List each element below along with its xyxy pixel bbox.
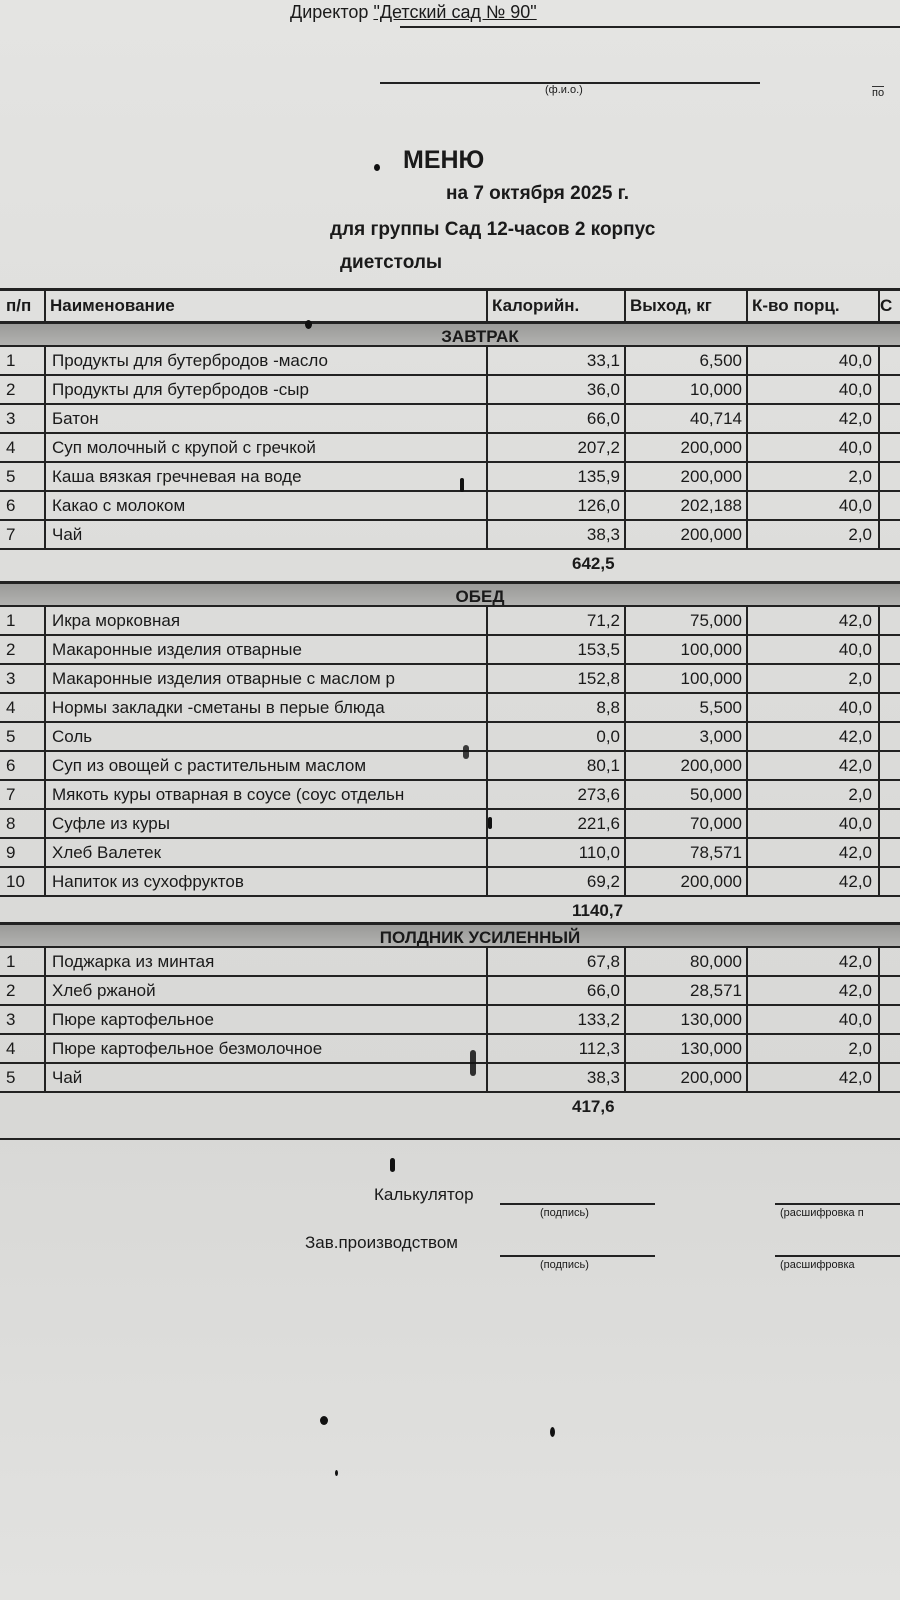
portions-value: 40,0 — [748, 434, 880, 461]
portions-value: 40,0 — [748, 810, 880, 837]
dish-name: Продукты для бутербродов -масло — [46, 347, 488, 374]
portions-value: 40,0 — [748, 636, 880, 663]
portions-value: 42,0 — [748, 839, 880, 866]
portions-value: 40,0 — [748, 347, 880, 374]
extra-cell — [880, 405, 900, 432]
table-row — [0, 347, 900, 376]
extra-cell — [880, 1006, 900, 1033]
ink-spot — [390, 1158, 395, 1172]
row-number: 7 — [0, 781, 46, 808]
table-row — [0, 694, 900, 723]
section-title: ОБЕД — [0, 581, 900, 607]
dish-name: Икра морковная — [46, 607, 488, 634]
calculator-signature-caption: (подпись) — [540, 1207, 589, 1219]
extra-cell — [880, 723, 900, 750]
column-header-extra: С — [880, 296, 893, 315]
portions-value: 42,0 — [748, 948, 880, 975]
section-breakfast — [0, 321, 900, 580]
output-value: 202,188 — [626, 492, 748, 519]
extra-cell — [880, 752, 900, 779]
table-row — [0, 607, 900, 636]
dish-name: Пюре картофельное безмолочное — [46, 1035, 488, 1062]
row-number: 4 — [0, 1035, 46, 1062]
output-value: 40,714 — [626, 405, 748, 432]
section-title: ЗАВТРАК — [0, 321, 900, 347]
ink-spot — [550, 1427, 555, 1437]
dish-name: Напиток из сухофруктов — [46, 868, 488, 895]
director-label: Директор — [290, 2, 369, 22]
portions-value: 2,0 — [748, 463, 880, 490]
portions-value: 2,0 — [748, 781, 880, 808]
ink-spot — [335, 1470, 338, 1476]
output-value: 100,000 — [626, 665, 748, 692]
table-row — [0, 1035, 900, 1064]
extra-cell — [880, 376, 900, 403]
output-value: 200,000 — [626, 434, 748, 461]
table-row — [0, 492, 900, 521]
row-number: 2 — [0, 636, 46, 663]
section-total-calories: 417,6 — [572, 1097, 615, 1116]
output-value: 3,000 — [626, 723, 748, 750]
table-row — [0, 868, 900, 897]
dish-name: Нормы закладки -сметаны в перые блюда — [46, 694, 488, 721]
portions-value: 42,0 — [748, 868, 880, 895]
output-value: 6,500 — [626, 347, 748, 374]
ink-spot — [305, 320, 312, 329]
calories-value: 133,2 — [488, 1006, 626, 1033]
ink-spot — [470, 1050, 476, 1076]
organization-name: "Детский сад № 90" — [373, 2, 537, 22]
table-row — [0, 977, 900, 1006]
table-row — [0, 723, 900, 752]
output-value: 75,000 — [626, 607, 748, 634]
portions-value: 42,0 — [748, 723, 880, 750]
output-value: 200,000 — [626, 1064, 748, 1091]
portions-value: 40,0 — [748, 694, 880, 721]
calories-value: 207,2 — [488, 434, 626, 461]
signature-caption-partial: по — [872, 87, 885, 99]
portions-value: 42,0 — [748, 405, 880, 432]
output-value: 5,500 — [626, 694, 748, 721]
output-value: 200,000 — [626, 752, 748, 779]
calculator-decode-line[interactable] — [775, 1203, 900, 1205]
portions-value: 42,0 — [748, 977, 880, 1004]
menu-subgroup: диетстолы — [340, 252, 443, 273]
row-number: 2 — [0, 376, 46, 403]
table-row — [0, 752, 900, 781]
row-number: 6 — [0, 752, 46, 779]
output-value: 100,000 — [626, 636, 748, 663]
dish-name: Продукты для бутербродов -сыр — [46, 376, 488, 403]
calories-value: 38,3 — [488, 1064, 626, 1091]
calories-value: 110,0 — [488, 839, 626, 866]
output-value: 28,571 — [626, 977, 748, 1004]
dish-name: Макаронные изделия отварные с маслом р — [46, 665, 488, 692]
dish-name: Суп молочный с крупой с гречкой — [46, 434, 488, 461]
extra-cell — [880, 839, 900, 866]
extra-cell — [880, 463, 900, 490]
row-number: 8 — [0, 810, 46, 837]
row-number: 6 — [0, 492, 46, 519]
output-value: 130,000 — [626, 1035, 748, 1062]
column-header-num: п/п — [0, 291, 46, 321]
dish-name: Пюре картофельное — [46, 1006, 488, 1033]
extra-cell — [880, 434, 900, 461]
row-number: 3 — [0, 665, 46, 692]
calculator-decode-caption: (расшифровка п — [780, 1207, 864, 1219]
extra-cell — [880, 868, 900, 895]
table-header-row — [0, 288, 900, 323]
manager-signature-caption: (подпись) — [540, 1259, 589, 1271]
row-number: 10 — [0, 868, 46, 895]
table-row — [0, 1006, 900, 1035]
dish-name: Каша вязкая гречневая на воде — [46, 463, 488, 490]
dish-name: Какао с молоком — [46, 492, 488, 519]
extra-cell — [880, 636, 900, 663]
table-row — [0, 463, 900, 492]
menu-group: для группы Сад 12-часов 2 корпус — [330, 219, 656, 240]
section-total-calories: 642,5 — [572, 554, 615, 573]
manager-decode-line[interactable] — [775, 1255, 900, 1257]
extra-cell — [880, 607, 900, 634]
calories-value: 0,0 — [488, 723, 626, 750]
calories-value: 33,1 — [488, 347, 626, 374]
calories-value: 153,5 — [488, 636, 626, 663]
output-value: 70,000 — [626, 810, 748, 837]
table-bottom-line — [0, 1138, 900, 1140]
row-number: 4 — [0, 434, 46, 461]
table-row — [0, 405, 900, 434]
calories-value: 273,6 — [488, 781, 626, 808]
output-value: 80,000 — [626, 948, 748, 975]
dish-name: Батон — [46, 405, 488, 432]
row-number: 5 — [0, 723, 46, 750]
row-number: 7 — [0, 521, 46, 548]
column-header-output: Выход, кг — [626, 291, 748, 321]
row-number: 9 — [0, 839, 46, 866]
portions-value: 2,0 — [748, 521, 880, 548]
table-row — [0, 636, 900, 665]
extra-cell — [880, 492, 900, 519]
section-title: ПОЛДНИК УСИЛЕННЫЙ — [0, 922, 900, 948]
calories-value: 221,6 — [488, 810, 626, 837]
calories-value: 66,0 — [488, 405, 626, 432]
director-underline — [400, 26, 900, 28]
table-row — [0, 810, 900, 839]
dish-name: Поджарка из минтая — [46, 948, 488, 975]
table-row — [0, 665, 900, 694]
table-row — [0, 521, 900, 550]
manager-decode-caption: (расшифровка — [780, 1259, 855, 1271]
dish-name: Чай — [46, 521, 488, 548]
table-row — [0, 376, 900, 405]
dish-name: Чай — [46, 1064, 488, 1091]
calculator-label: Калькулятор — [374, 1185, 474, 1204]
row-number: 4 — [0, 694, 46, 721]
row-number: 5 — [0, 463, 46, 490]
calories-value: 66,0 — [488, 977, 626, 1004]
table-row — [0, 1064, 900, 1093]
section-total — [0, 550, 900, 580]
calories-value: 36,0 — [488, 376, 626, 403]
table-row — [0, 948, 900, 977]
section-total — [0, 1093, 900, 1123]
portions-value: 2,0 — [748, 1035, 880, 1062]
dish-name: Хлеб ржаной — [46, 977, 488, 1004]
calories-value: 112,3 — [488, 1035, 626, 1062]
section-lunch — [0, 581, 900, 927]
column-header-portions: К-во порц. — [748, 291, 880, 321]
column-header-calories: Калорийн. — [488, 291, 626, 321]
extra-cell — [880, 810, 900, 837]
calories-value: 67,8 — [488, 948, 626, 975]
fio-caption: (ф.и.о.) — [545, 84, 583, 96]
dish-name: Хлеб Валетек — [46, 839, 488, 866]
portions-value: 42,0 — [748, 607, 880, 634]
extra-cell — [880, 347, 900, 374]
ink-spot — [320, 1416, 328, 1425]
extra-cell — [880, 521, 900, 548]
dish-name: Соль — [46, 723, 488, 750]
dish-name: Суп из овощей с растительным маслом — [46, 752, 488, 779]
extra-cell — [880, 948, 900, 975]
row-number: 3 — [0, 405, 46, 432]
row-number: 2 — [0, 977, 46, 1004]
section-total-calories: 1140,7 — [572, 901, 624, 920]
table-row — [0, 839, 900, 868]
portions-value: 40,0 — [748, 492, 880, 519]
output-value: 200,000 — [626, 521, 748, 548]
calories-value: 69,2 — [488, 868, 626, 895]
menu-date: на 7 октября 2025 г. — [446, 183, 629, 204]
row-number: 5 — [0, 1064, 46, 1091]
table-row — [0, 781, 900, 810]
extra-cell — [880, 1035, 900, 1062]
output-value: 200,000 — [626, 868, 748, 895]
row-number: 1 — [0, 607, 46, 634]
table-row — [0, 434, 900, 463]
dish-name: Макаронные изделия отварные — [46, 636, 488, 663]
ink-spot — [463, 745, 469, 759]
row-number: 1 — [0, 347, 46, 374]
calories-value: 8,8 — [488, 694, 626, 721]
ink-spot — [460, 478, 464, 492]
section-afternoon-snack — [0, 922, 900, 1123]
row-number: 3 — [0, 1006, 46, 1033]
extra-cell — [880, 781, 900, 808]
portions-value: 42,0 — [748, 1064, 880, 1091]
calories-value: 152,8 — [488, 665, 626, 692]
manager-signature-line[interactable] — [500, 1255, 655, 1257]
portions-value: 40,0 — [748, 376, 880, 403]
dish-name: Суфле из куры — [46, 810, 488, 837]
row-number: 1 — [0, 948, 46, 975]
ink-spot — [488, 817, 492, 829]
extra-cell — [880, 977, 900, 1004]
calories-value: 38,3 — [488, 521, 626, 548]
output-value: 200,000 — [626, 463, 748, 490]
extra-cell — [880, 1064, 900, 1091]
portions-value: 2,0 — [748, 665, 880, 692]
extra-cell — [880, 694, 900, 721]
calories-value: 80,1 — [488, 752, 626, 779]
manager-label: Зав.производством — [305, 1233, 458, 1252]
output-value: 78,571 — [626, 839, 748, 866]
dish-name: Мякоть куры отварная в соусе (соус отдельн — [46, 781, 488, 808]
calories-value: 126,0 — [488, 492, 626, 519]
column-header-name: Наименование — [46, 291, 488, 321]
output-value: 50,000 — [626, 781, 748, 808]
output-value: 130,000 — [626, 1006, 748, 1033]
calories-value: 71,2 — [488, 607, 626, 634]
director-line-text — [290, 2, 537, 23]
portions-value: 40,0 — [748, 1006, 880, 1033]
menu-title: МЕНЮ — [403, 146, 485, 174]
calories-value: 135,9 — [488, 463, 626, 490]
output-value: 10,000 — [626, 376, 748, 403]
menu-table-header — [0, 288, 900, 323]
extra-cell — [880, 665, 900, 692]
calculator-signature-line[interactable] — [500, 1203, 655, 1205]
portions-value: 42,0 — [748, 752, 880, 779]
ink-spot — [374, 164, 380, 171]
